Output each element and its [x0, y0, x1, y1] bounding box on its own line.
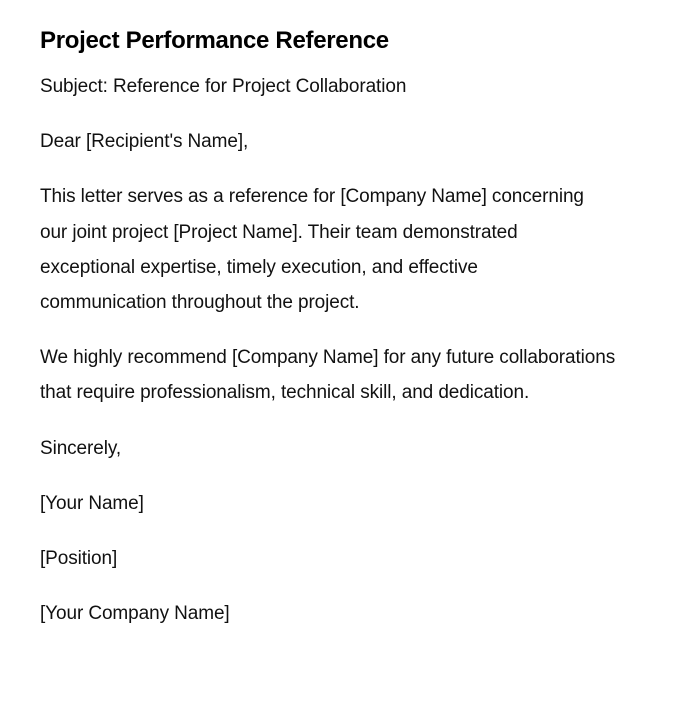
subject-line: Subject: Reference for Project Collaboration [40, 76, 407, 97]
body-paragraph-1: This letter serves as a reference for [Company Name] concerning our joint project [Project Name]. Their team demonstrated exceptional expertise, timely execution, and effective communication throughout the project. [40, 186, 584, 314]
body-paragraph-2: We highly recommend [Company Name] for any future collaborations that require professionalism, technical skill, and dedication. [40, 347, 616, 404]
signature-company: [Your Company Name] [40, 603, 230, 625]
signature-position: [Position] [40, 548, 118, 570]
closing: Sincerely, [40, 437, 122, 459]
salutation: Dear [Recipient's Name], [40, 131, 249, 153]
document-title: Project Performance Reference [40, 27, 389, 54]
signature-name: [Your Name] [40, 492, 144, 514]
